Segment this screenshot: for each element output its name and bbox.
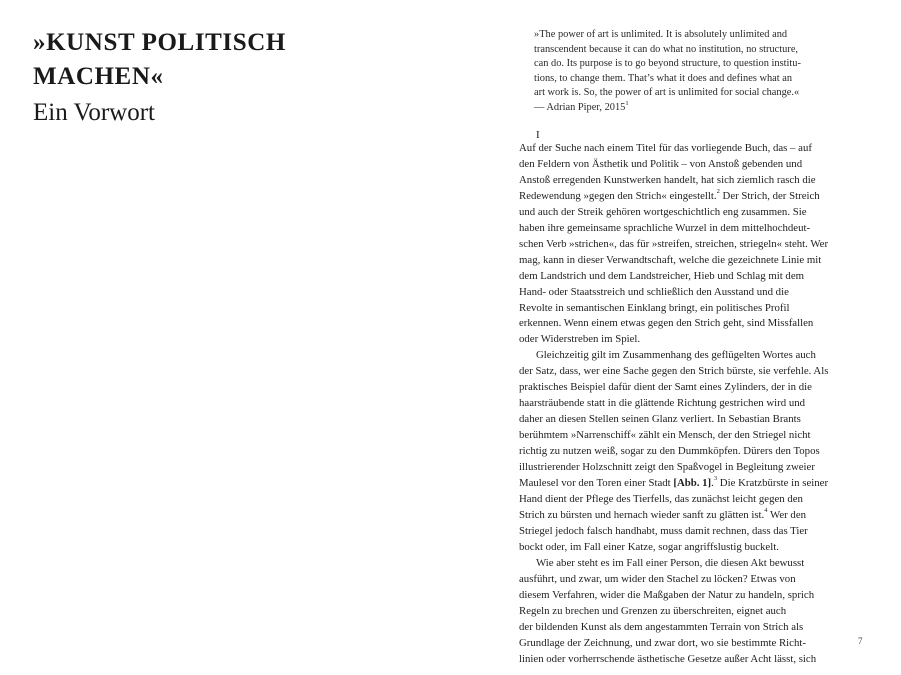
- chapter-subtitle: Ein Vorwort: [33, 99, 155, 126]
- text-line: haben ihre gemeinsame sprachliche Wurzel in dem mittelhochdeut-: [519, 221, 811, 234]
- body-text: [519, 141, 879, 667]
- footnote-marker: 1: [625, 99, 629, 107]
- footnote-marker: 4: [764, 506, 768, 514]
- title-line-1: »KUNST POLITISCH: [33, 29, 286, 56]
- text-line: dem Landstrich und dem Landstreicher, Hieb und Schlag mit dem: [519, 269, 805, 282]
- text-fragment: Der Strich, der Streich: [719, 189, 820, 202]
- text-line: Hand- oder Staatsstreich und schließlich den Ausstand und die: [519, 285, 789, 298]
- epigraph-line: art work is. So, the power of art is unlimited for social change.«: [534, 87, 800, 99]
- text-line: praktisches Beispiel dafür dient der Samt eines Zylinders, der in die: [519, 381, 812, 394]
- text-line: und auch der Streik gehören wortgeschichtlich eng zusammen. Sie: [519, 205, 807, 218]
- text-line: der bildenden Kunst als dem angestammten Terrain von Strich als: [519, 620, 804, 633]
- text-fragment: Maulesel vor den Toren einer Stadt: [519, 477, 674, 490]
- footnote-marker: 2: [716, 187, 720, 195]
- text-line: Auf der Suche nach einem Titel für das vorliegende Buch, das – auf: [519, 142, 812, 154]
- text-line: Regeln zu brechen und Grenzen zu überschreiten, eignet auch: [519, 604, 787, 617]
- text-line: Hand dient der Pflege des Tierfells, das zunächst leicht gegen den: [519, 492, 803, 505]
- chapter-title: [33, 26, 286, 130]
- figure-reference: [Abb. 1]: [673, 477, 712, 490]
- text-line: [519, 476, 879, 492]
- text-fragment: Strich zu bürsten und hernach wieder sanft zu glätten ist.: [519, 508, 765, 521]
- text-line: mag, kann in dieser Verwandtschaft, welche die gezeichnete Linie mit: [519, 253, 822, 266]
- text-fragment: Die Kratzbürste in seiner: [717, 477, 829, 490]
- text-fragment: Wer den: [767, 508, 807, 521]
- text-line: der Satz, dass, wer eine Sache gegen den Strich bürste, sie verfehle. Als: [519, 365, 829, 378]
- epigraph-attribution: [534, 101, 864, 116]
- text-line: den Feldern von Ästhetik und Politik – von Anstoß gebenden und: [519, 157, 803, 170]
- text-line: erkennen. Wenn einem etwas gegen den Strich geht, sind Missfallen: [519, 317, 814, 330]
- title-line-2: MACHEN«: [33, 63, 164, 90]
- text-line: Striegel jedoch falsch handhabt, muss damit rechnen, dass das Tier: [519, 524, 808, 537]
- attribution-text: — Adrian Piper, 2015: [534, 101, 626, 113]
- text-line: berühmtem »Narrenschiff« zählt ein Mensch, der den Striegel nicht: [519, 429, 811, 442]
- left-page: [0, 0, 450, 675]
- text-line: diesem Verfahren, wider die Maßgaben der Natur zu handeln, sprich: [519, 588, 815, 601]
- epigraph-line: »The power of art is unlimited. It is absolutely unlimited and: [534, 29, 788, 40]
- text-line: Grundlage der Zeichnung, und zwar dort, wo sie bestimmte Richt-: [519, 636, 806, 649]
- text-fragment: .: [711, 477, 714, 490]
- epigraph: [534, 28, 864, 116]
- text-line: schen Verb »strichen«, das für »streifen, streichen, striegeln« steht. Wer: [519, 237, 829, 250]
- text-line: Anstoß erregenden Kunstwerken handelt, hat sich ziemlich rasch die: [519, 173, 816, 186]
- text-fragment: Redewendung »gegen den Strich« eingestellt.: [519, 189, 717, 202]
- text-line: oder Widerstreben im Spiel.: [519, 333, 641, 346]
- paragraph-start: Wie aber steht es im Fall einer Person, die diesen Akt bewusst: [536, 556, 805, 569]
- text-line: haarsträubende statt in die glättende Richtung gestrichen wird und: [519, 397, 806, 410]
- text-line: bockt oder, im Fall einer Katze, sogar angriffslustig buckelt.: [519, 540, 779, 553]
- text-line: [519, 508, 879, 524]
- text-line: illustrierender Holzschnitt zeigt den Spaßvogel in Begleitung zweier: [519, 461, 815, 474]
- paragraph-start: Gleichzeitig gilt im Zusammenhang des geflügelten Wortes auch: [536, 349, 816, 362]
- epigraph-line: can do. Its purpose is to go beyond structure, to question institu-: [534, 58, 801, 70]
- text-line: daher an diesen Stellen seinen Glanz verliert. In Sebastian Brants: [519, 413, 801, 426]
- footnote-marker: 3: [713, 475, 718, 483]
- epigraph-line: tions, to change them. That’s what it does and defines what an: [534, 72, 793, 84]
- text-line: ausführt, und zwar, um wider den Stachel zu löcken? Etwas von: [519, 572, 796, 585]
- text-line: richtig zu nutzen weiß, sogar zu den Dummköpfen. Dürers den Topos: [519, 445, 820, 458]
- section-number: I: [536, 129, 540, 141]
- text-line: Revolte in semantischen Einklang bringt, ein politisches Profil: [519, 301, 790, 314]
- epigraph-line: transcendent because it can do what no institution, no structure,: [534, 43, 799, 55]
- page-number: 7: [858, 636, 863, 646]
- text-line: linien oder vorherrschende ästhetische Gesetze außer Acht lässt, sich: [519, 652, 817, 665]
- text-line: [519, 189, 879, 205]
